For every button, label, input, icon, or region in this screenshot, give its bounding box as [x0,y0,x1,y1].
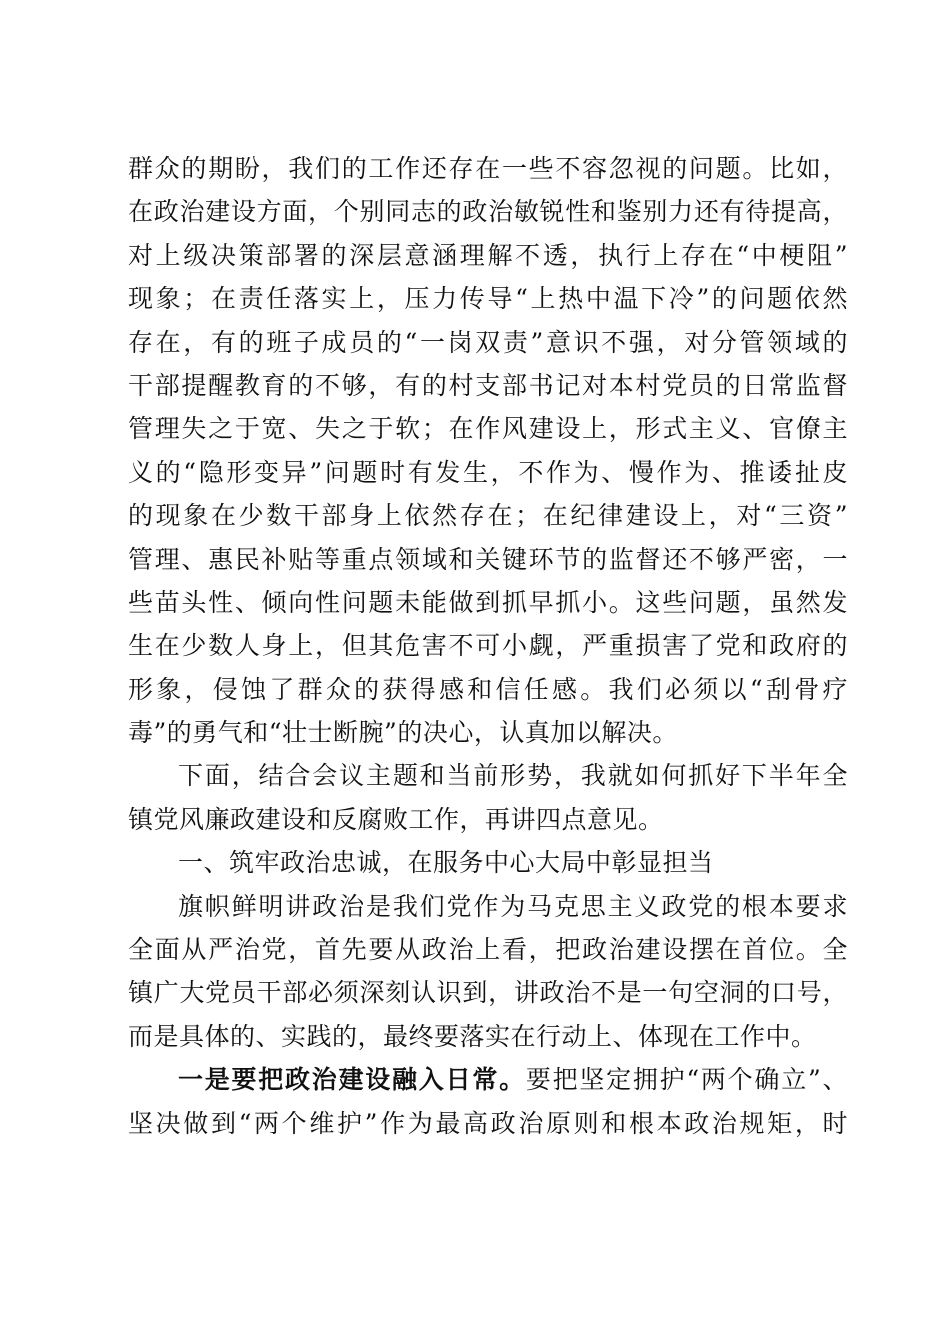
text-line: 存在，有的班子成员的“一岗双责”意识不强，对分管领域的 [128,327,848,357]
paragraph-first-line: 下面，结合会议主题和当前形势，我就如何抓好下半年全 [178,761,848,791]
text-line: 毒”的勇气和“壮士断腕”的决心，认真加以解决。 [128,718,678,748]
text-line: 义的“隐形变异”问题时有发生，不作为、慢作为、推诿扯皮 [128,457,848,487]
text-line: 群众的期盼，我们的工作还存在一些不容忽视的问题。比如， [128,154,848,183]
text-line: 镇广大党员干部必须深刻认识到，讲政治不是一句空洞的口号， [128,978,848,1008]
text-line: 些苗头性、倾向性问题未能做到抓早抓小。这些问题，虽然发 [128,587,848,617]
text-line: 在政治建设方面，个别同志的政治敏锐性和鉴别力还有待提高， [128,197,848,227]
paragraph-first-line [128,1058,848,1101]
text-line: 生在少数人身上，但其危害不可小觑，严重损害了党和政府的 [128,631,848,661]
inline-text: 要把坚定拥护“两个确立”、 [525,1065,848,1095]
text-line: 镇党风廉政建设和反腐败工作，再讲四点意见。 [128,804,664,834]
text-line: 形象，侵蚀了群众的获得感和信任感。我们必须以“刮骨疗 [128,674,848,704]
text-line: 管理、惠民补贴等重点领域和关键环节的监督还不够严密，一 [128,544,848,574]
text-line: 而是具体的、实践的，最终要落实在行动上、体现在工作中。 [128,1021,817,1051]
text-line: 现象；在责任落实上，压力传导“上热中温下冷”的问题依然 [128,284,848,314]
document-body [128,147,848,1145]
text-line: 坚决做到“两个维护”作为最高政治原则和根本政治规矩，时 [128,1108,848,1138]
text-line: 全面从严治党，首先要从政治上看，把政治建设摆在首位。全 [128,935,848,965]
text-line: 对上级决策部署的深层意涵理解不透，执行上存在“中梗阻” [128,240,848,270]
text-line: 干部提醒教育的不够，有的村支部书记对本村党员的日常监督 [128,370,848,400]
text-line: 的现象在少数干部身上依然存在；在纪律建设上，对“三资” [128,501,848,531]
text-line: 管理失之于宽、失之于软；在作风建设上，形式主义、官僚主 [128,414,848,444]
bold-lead-phrase: 一是要把政治建设融入日常。 [178,1065,526,1095]
paragraph-first-line: 旗帜鲜明讲政治是我们党作为马克思主义政党的根本要求 [178,891,848,921]
section-heading: 一、筑牢政治忠诚，在服务中心大局中彰显担当 [178,848,714,878]
